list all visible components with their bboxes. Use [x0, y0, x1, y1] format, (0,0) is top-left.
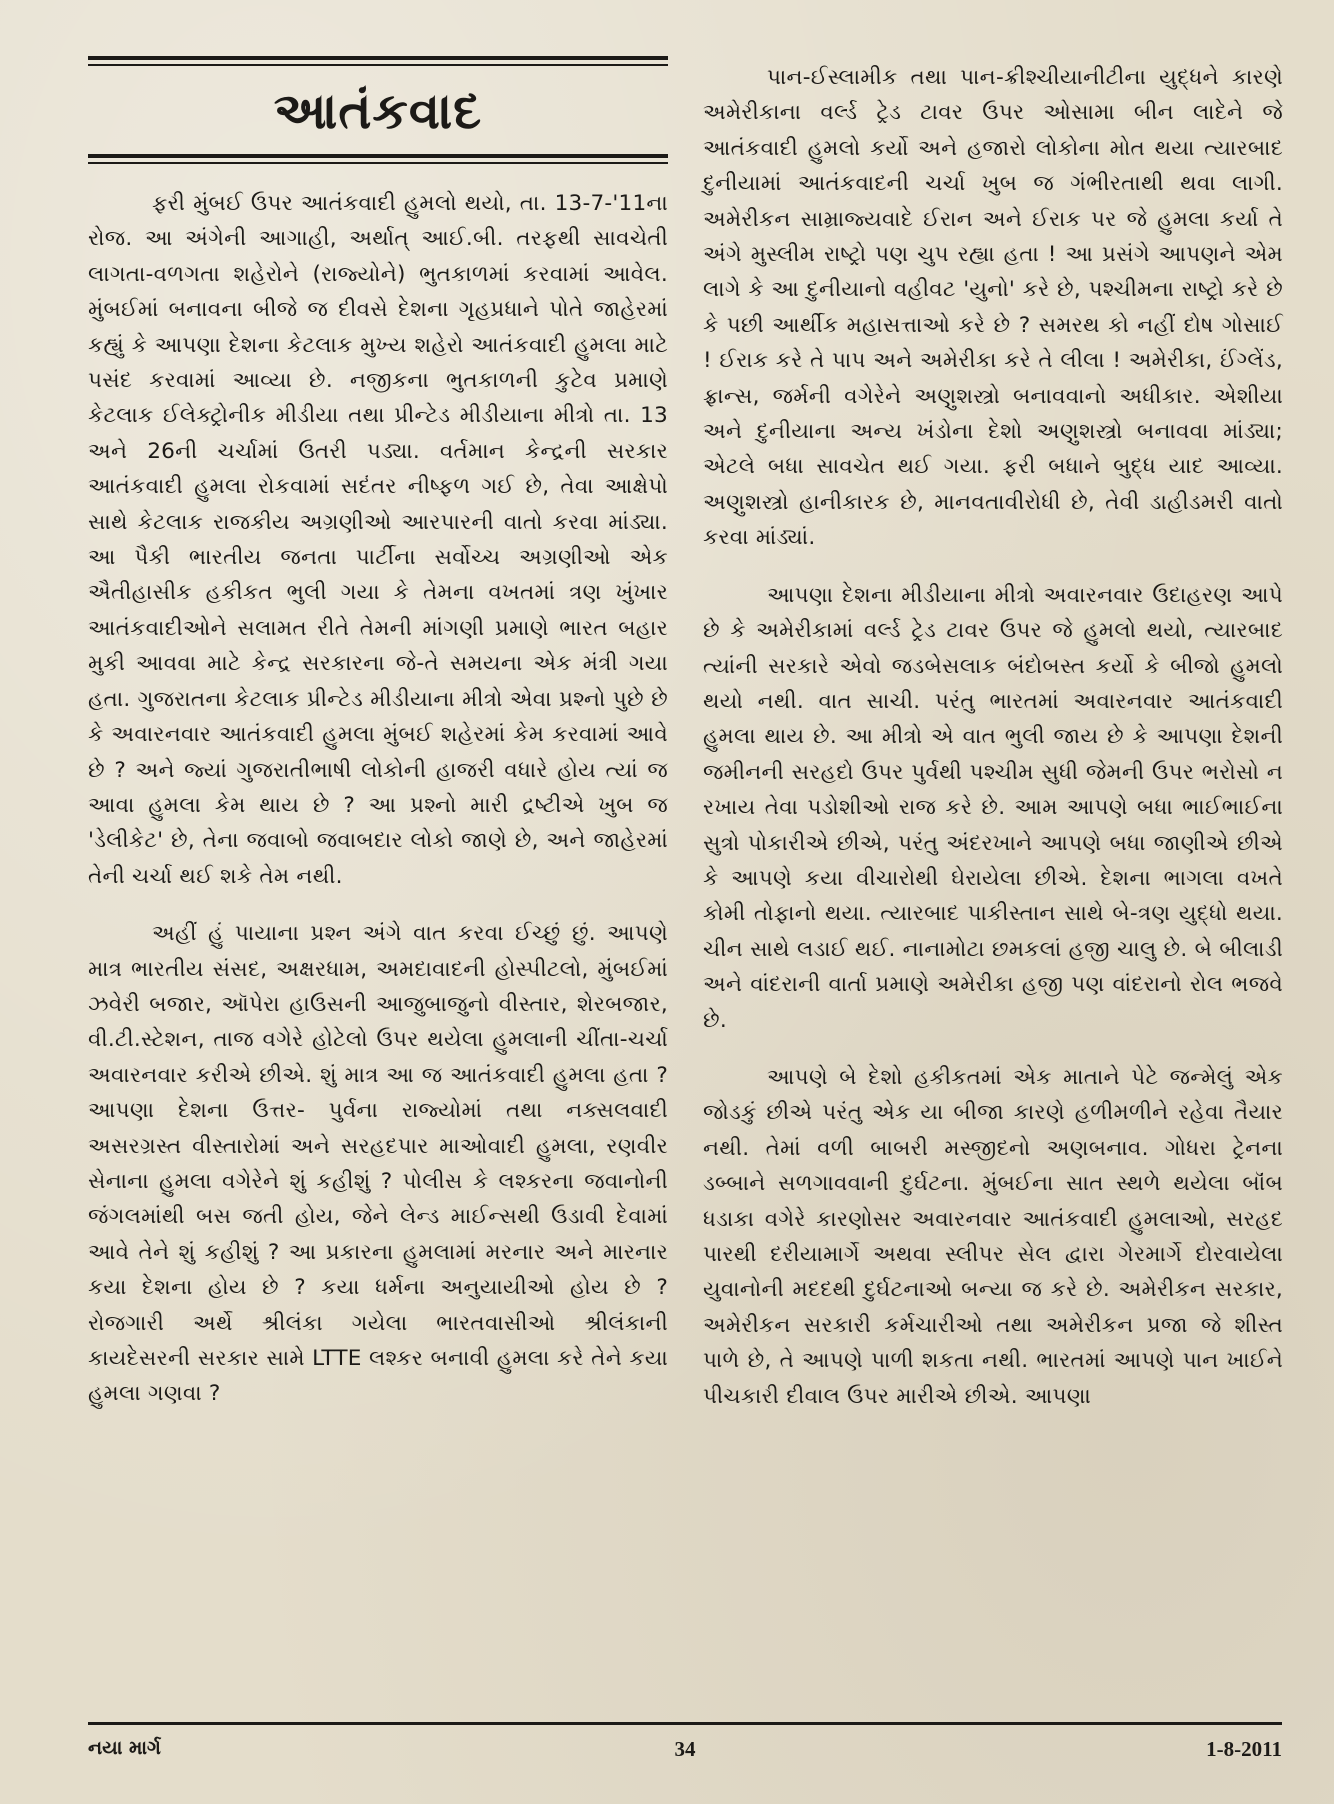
left-column	[88, 56, 668, 1434]
paragraph-right-1: પાન-ઈસ્લામીક તથા પાન-ક્રીશ્ચીયાનીટીના યુદ્ધને કારણે અમેરીકાના વર્લ્ડ ટ્રેડ ટાવર ઉપર ઓસામા બીન લાદેને જે આતંકવાદી હુમલો કર્યો અને હજારો લોકોના મોત થયા ત્યારબાદ દુનીયામાં આતંકવાદની ચર્ચા ખુબ જ ગંભીરતાથી થવા લાગી. અમેરીકન સામ્રાજ્યવાદે ઈરાન અને ઈરાક પર જે હુમલા કર્યા તે અંગે મુસ્લીમ રાષ્ટ્રો પણ ચુપ રહ્યા હતા ! આ પ્રસંગે આપણને એમ લાગે કે આ દુનીયાનો વહીવટ 'યુનો' કરે છે, પશ્ચીમના રાષ્ટ્રો કરે છે કે પછી આર્થીક મહાસત્તાઓ કરે છે ? સમરથ કો નહીં દોષ ગોસાઈ ! ઈરાક કરે તે પાપ અને અમેરીકા કરે તે લીલા ! અમેરીકા, ઈંગ્લેંડ, ફ્રાન્સ, જર્મની વગેરેને અણુશસ્ત્રો બનાવવાનો અધીકાર. એશીયા અને દુનીયાના અન્ય ખંડોના દેશો અણુશસ્ત્રો બનાવવા માંડ્યા; એટલે બધા સાવચેત થઈ ગયા. ફરી બધાને બુદ્ધ યાદ આવ્યા. અણુશસ્ત્રો હાનીકારક છે, માનવતાવીરોધી છે, તેવી ડાહીડમરી વાતો કરવા માંડ્યાં.	[703, 65, 1283, 551]
page-footer	[88, 1722, 1282, 1775]
title-bottom-rule-thin	[88, 162, 668, 164]
paragraph-right-3: આપણે બે દેશો હકીકતમાં એક માતાને પેટે જન્મેલું એક જોડકું છીએ પરંતુ એક યા બીજા કારણે હળીમળીને રહેવા તૈયાર નથી. તેમાં વળી બાબરી મસ્જીદનો અણબનાવ. ગોધરા ટ્રેનના ડબ્બાને સળગાવવાની દુર્ઘટના. મુંબઈના સાત સ્થળે થયેલા બૉંબ ધડાકા વગેરે કારણોસર અવારનવાર આતંકવાદી હુમલાઓ, સરહદ પારથી દરીયામાર્ગે અથવા સ્લીપર સેલ દ્વારા ગેરમાર્ગે દોરવાયેલા યુવાનોની મદદથી દુર્ઘટનાઓ બન્યા જ કરે છે. અમેરીકન સરકાર, અમેરીકન સરકારી કર્મચારીઓ તથા અમેરીકન પ્રજા જે શીસ્ત પાળે છે, તે આપણે પાળી શકતા નથી. ભારતમાં આપણે પાન ખાઈને પીચકારી દીવાલ ઉપર મારીએ છીએ. આપણા	[703, 1064, 1283, 1409]
issue-date: 1-8-2011	[1206, 1737, 1282, 1761]
paragraph-right-2: આપણા દેશના મીડીયાના મીત્રો અવારનવાર ઉદાહરણ આપે છે કે અમેરીકામાં વર્લ્ડ ટ્રેડ ટાવર ઉપર જે હુમલો થયો, ત્યારબાદ ત્યાંની સરકારે એવો જડબેસલાક બંદોબસ્ત કર્યો કે બીજો હુમલો થયો નથી. વાત સાચી. પરંતુ ભારતમાં અવારનવાર આતંકવાદી હુમલા થાય છે. આ મીત્રો એ વાત ભુલી જાય છે કે આપણા દેશની જમીનની સરહદો ઉપર પુર્વથી પશ્ચીમ સુધી જેમની ઉપર ભરોસો ન રખાય તેવા પડોશીઓ રાજ કરે છે. આમ આપણે બધા ભાઈભાઈના સુત્રો પોકારીએ છીએ, પરંતુ અંદરખાને આપણે બધા જાણીએ છીએ કે આપણે કયા વીચારોથી ઘેરાયેલા છીએ. દેશના ભાગલા વખતે કોમી તોફાનો થયા. ત્યારબાદ પાકીસ્તાન સાથે બે-ત્રણ યુદ્ધો થયા. ચીન સાથે લડાઈ થઈ. નાનામોટા છમકલાં હજી ચાલુ છે. બે બીલાડી અને વાંદરાની વાર્તા પ્રમાણે અમેરીકા હજી પણ વાંદરાનો રોલ ભજવે છે.	[703, 582, 1283, 1033]
title-top-rule	[88, 56, 668, 60]
title-top-rule-thin	[88, 64, 668, 66]
title-block	[88, 56, 668, 164]
footer-row	[88, 1725, 1282, 1775]
publication-name: નયા માર્ગ	[88, 1737, 161, 1759]
page-number: 34	[674, 1737, 696, 1761]
title-bottom-rule	[88, 154, 668, 158]
paragraph-left-2: અહીં હું પાયાના પ્રશ્ન અંગે વાત કરવા ઈચ્છું છું. આપણે માત્ર ભારતીય સંસદ, અક્ષરધામ, અમદાવાદની હોસ્પીટલો, મુંબઈમાં ઝવેરી બજાર, ઑપેરા હાઉસની આજુબાજુનો વીસ્તાર, શેરબજાર, વી.ટી.સ્ટેશન, તાજ વગેરે હોટેલો ઉપર થયેલા હુમલાની ચીંતા-ચર્ચા અવારનવાર કરીએ છીએ. શું માત્ર આ જ આતંકવાદી હુમલા હતા ? આપણા દેશના ઉત્તર- પુર્વના રાજ્યોમાં તથા નક્સલવાદી અસરગ્રસ્ત વીસ્તારોમાં અને સરહદપાર માઓવાદી હુમલા, રણવીર સેનાના હુમલા વગેરેને શું કહીશું ? પોલીસ કે લશ્કરના જવાનોની જંગલમાંથી બસ જતી હોય, જેને લેન્ડ માઈન્સથી ઉડાવી દેવામાં આવે તેને શું કહીશું ? આ પ્રકારના હુમલામાં મરનાર અને મારનાર કયા દેશના હોય છે ? કયા ધર્મના અનુયાયીઓ હોય છે ? રોજગારી અર્થે શ્રીલંકા ગયેલા ભારતવાસીઓ શ્રીલંકાની કાયદેસરની સરકાર સામે LTTE લશ્કર બનાવી હુમલા કરે તેને કયા હુમલા ગણવા ?	[88, 921, 668, 1407]
paragraph-left-1: ફરી મુંબઈ ઉપર આતંકવાદી હુમલો થયો, તા. 13-7-'11ના રોજ. આ અંગેની આગાહી, અર્થાત્ આઈ.બી. તરફથી સાવચેતી લાગતા-વળગતા શહેરોને (રાજ્યોને) ભુતકાળમાં કરવામાં આવેલ. મુંબઈમાં બનાવના બીજે જ દીવસે દેશના ગૃહપ્રધાને પોતે જાહેરમાં કહ્યું કે આપણા દેશના કેટલાક મુખ્ય શહેરો આતંકવાદી હુમલા માટે પસંદ કરવામાં આવ્યા છે. નજીકના ભુતકાળની કુટેવ પ્રમાણે કેટલાક ઈલેક્ટ્રોનીક મીડીયા તથા પ્રીન્ટેડ મીડીયાના મીત્રો તા. 13 અને 26ની ચર્ચામાં ઉતરી પડ્યા. વર્તમાન કેન્દ્રની સરકાર આતંકવાદી હુમલા રોકવામાં સદંતર નીષ્ફળ ગઈ છે, તેવા આક્ષેપો સાથે કેટલાક રાજકીય અગ્રણીઓ આરપારની વાતો કરવા માંડ્યા. આ પૈકી ભારતીય જનતા પાર્ટીના સર્વોચ્ચ અગ્રણીઓ એક ઐતીહાસીક હકીકત ભુલી ગયા કે તેમના વખતમાં ત્રણ ખુંખાર આતંકવાદીઓને સલામત રીતે તેમની માંગણી પ્રમાણે ભારત બહાર મુકી આવવા માટે કેન્દ્ર સરકારના જે-તે સમયના એક મંત્રી ગયા હતા. ગુજરાતના કેટલાક પ્રીન્ટેડ મીડીયાના મીત્રો એવા પ્રશ્નો પુછે છે કે અવારનવાર આતંકવાદી હુમલા મુંબઈ શહેરમાં કેમ કરવામાં આવે છે ? અને જ્યાં ગુજરાતીભાષી લોકોની હાજરી વધારે હોય ત્યાં જ આવા હુમલા કેમ થાય છે ? આ પ્રશ્નો મારી દ્રષ્ટીએ ખુબ જ 'ડેલીકેટ' છે, તેના જવાબો જવાબદાર લોકો જાણે છે, અને જાહેરમાં તેની ચર્ચા થઈ શકે તેમ નથી.	[88, 191, 668, 889]
right-column	[703, 60, 1283, 1436]
article-title: આતંકવાદ	[273, 82, 483, 140]
